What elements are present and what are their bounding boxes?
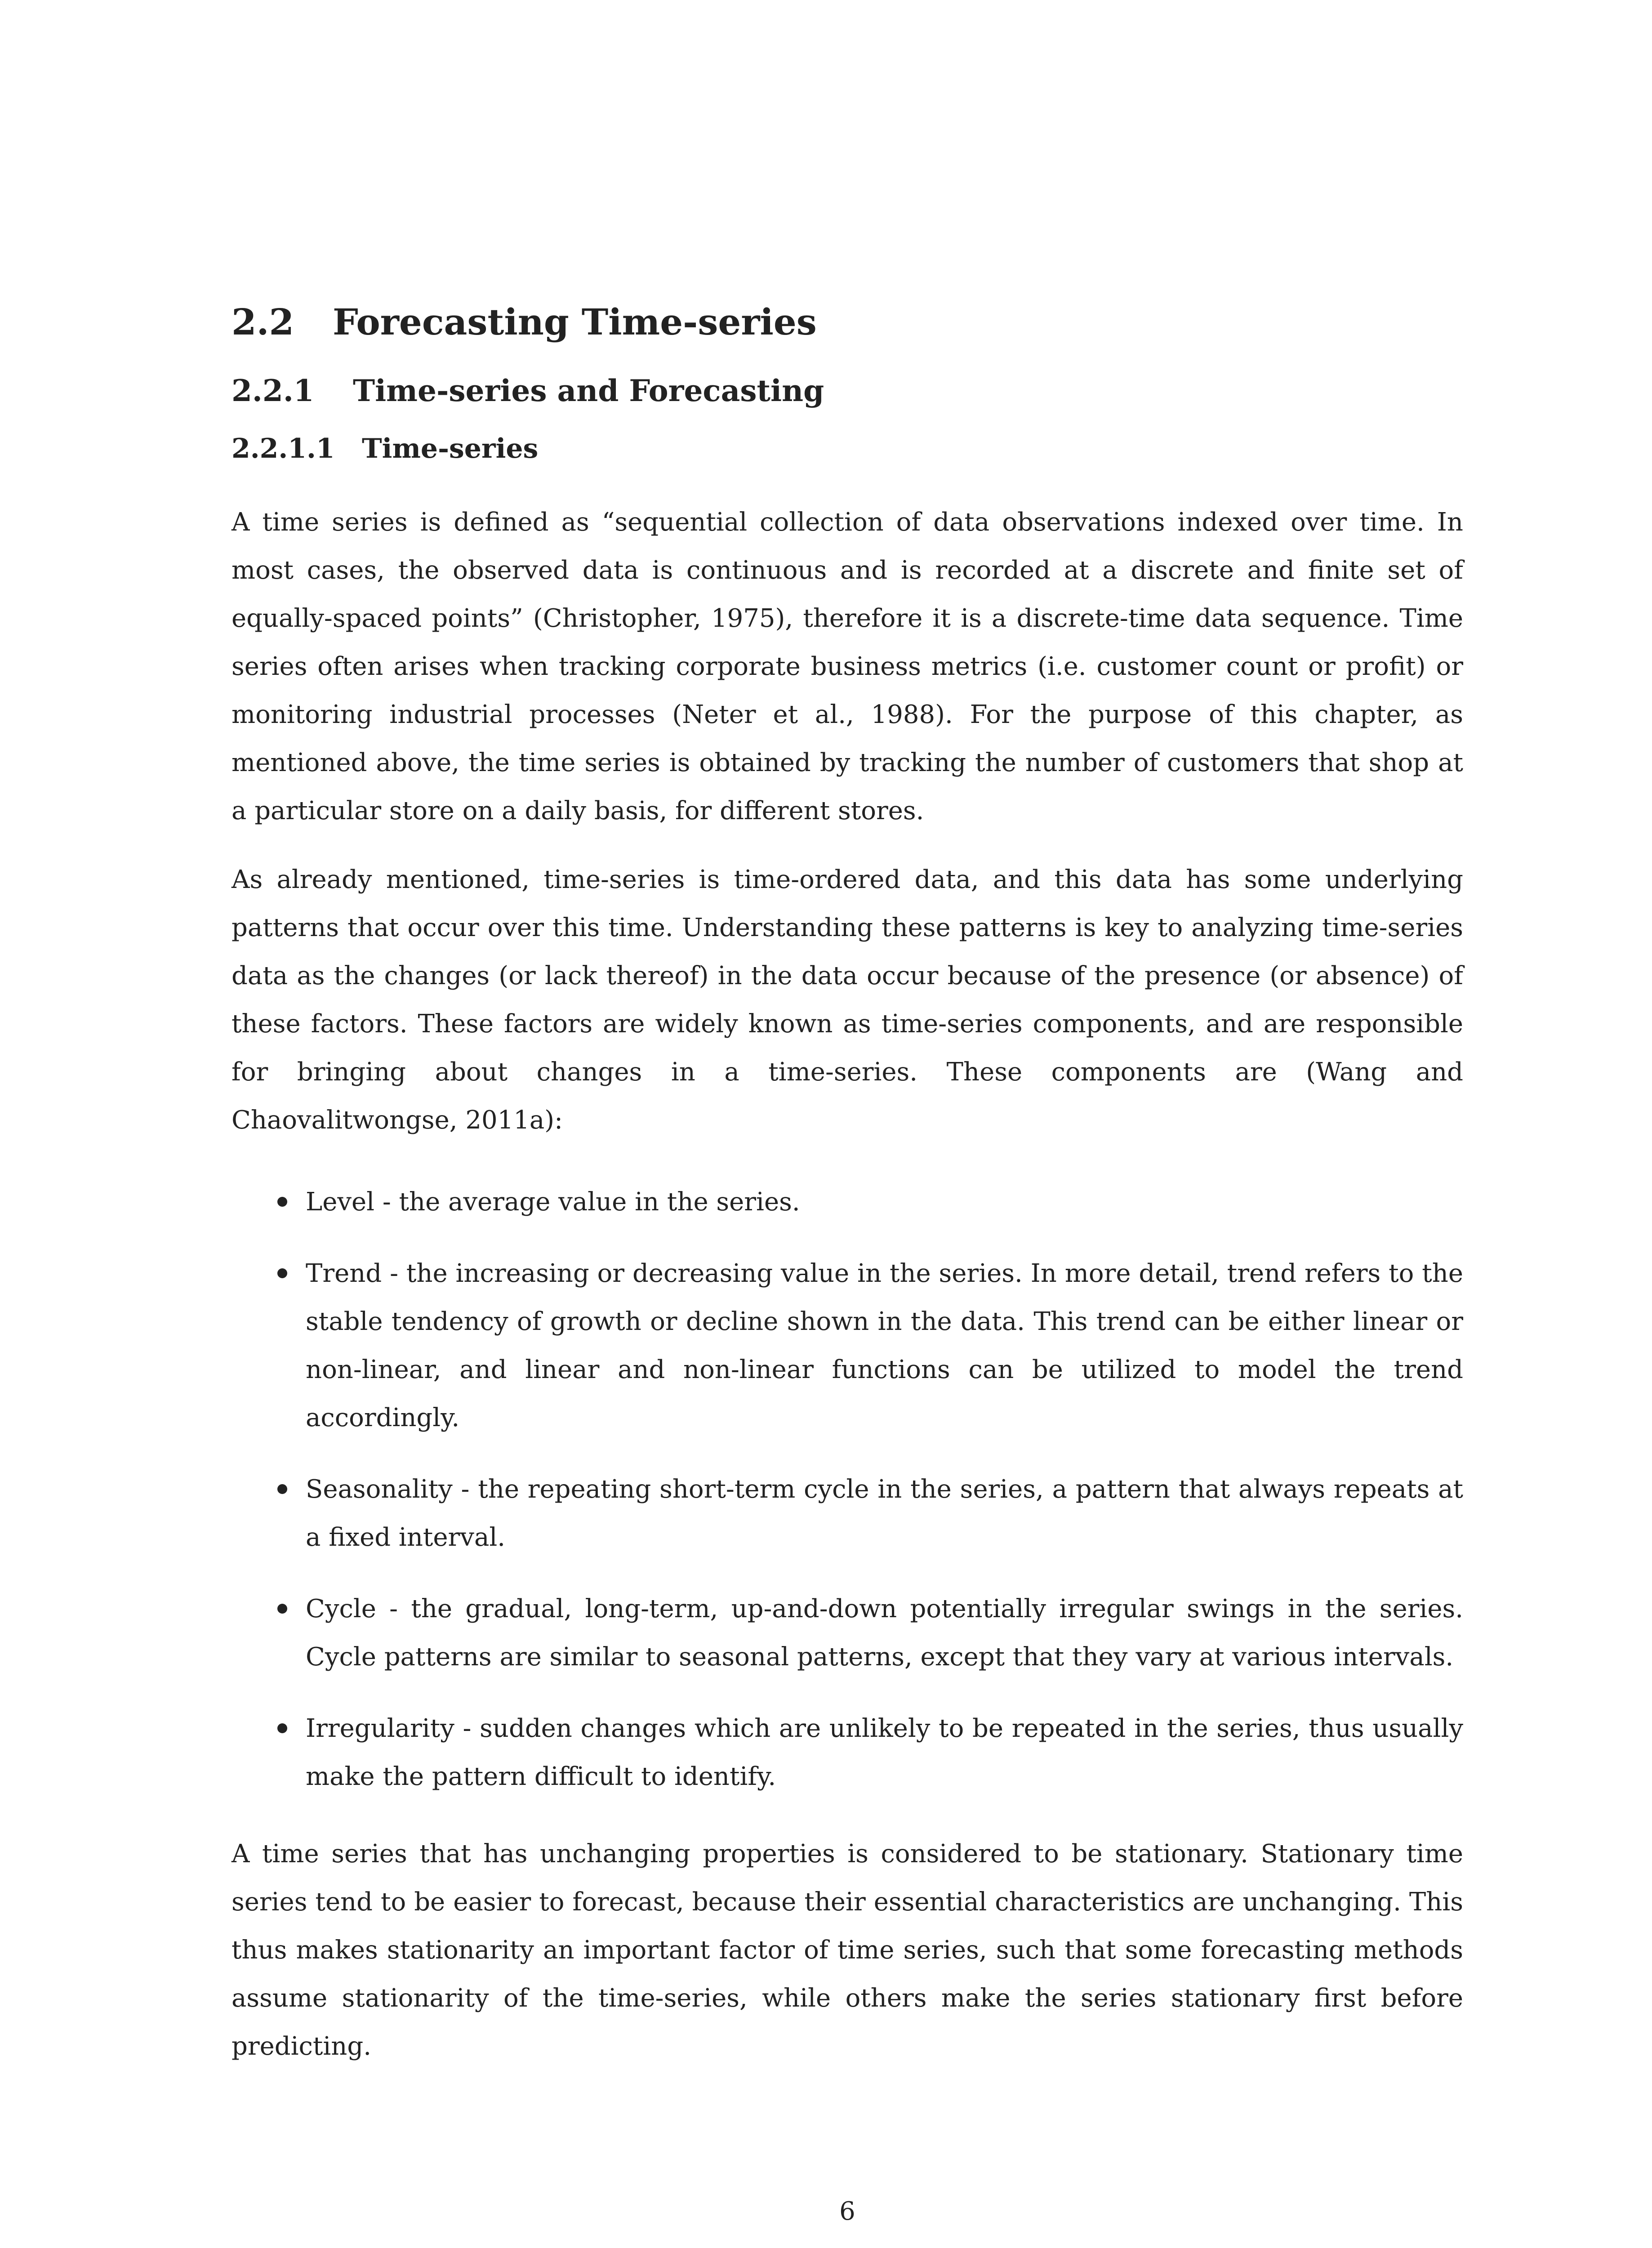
subsection-heading: [232, 373, 824, 409]
list-item-trend: [232, 1249, 1463, 1442]
list-item-text: Level - the average value in the series.: [306, 1187, 800, 1217]
list-item-text: Irregularity - sudden changes which are unlikely to be repeated in the series, thus usually make the pattern difficult to identify.: [306, 1714, 1463, 1791]
list-item-level: [232, 1178, 1463, 1226]
list-item-text: Trend - the increasing or decreasing value in the series. In more detail, trend refers to the stable tendency of growth or decline shown in the data. This trend can be either linear or non-linear, and linear and non-linear functions can be utilized to model the trend accordingly.: [306, 1259, 1463, 1432]
page-number: 6: [839, 2197, 855, 2226]
document-page: [232, 0, 1463, 2248]
list-item-seasonality: [232, 1465, 1463, 1561]
bullet-icon: [277, 1484, 287, 1494]
list-item-cycle: [232, 1585, 1463, 1681]
subsubsection-heading: [232, 433, 538, 465]
paragraph-stationarity: A time series that has unchanging properties is considered to be stationary. Stationary time series tend to be easier to forecast, because their essential characteristics are unchanging. This thus makes stationarity an important factor of time series, such that some forecasting methods assume stationarity of the time-series, while others make the series stationary first before predicting.: [232, 1839, 1463, 2061]
bullet-icon: [277, 1268, 287, 1278]
bullet-icon: [277, 1604, 287, 1614]
paragraph-definition: A time series is defined as “sequential collection of data observations indexed over time. In most cases, the observed data is continuous and is recorded at a discrete and finite set of equally-spaced points” (Christopher, 1975), therefore it is a discrete-time data sequence. Time series often arises when tracking corporate business metrics (i.e. customer count or profit) or monitoring industrial processes (Neter et al., 1988). For the purpose of this chapter, as mentioned above, the time series is obtained by tracking the number of customers that shop at a particular store on a daily basis, for different stores.: [232, 508, 1463, 825]
list-item-text: Cycle - the gradual, long-term, up-and-down potentially irregular swings in the series. Cycle patterns are similar to seasonal patterns, except that they vary at various intervals.: [306, 1594, 1463, 1672]
subsubsection-number: 2.2.1.1: [232, 433, 335, 464]
subsection-title: Time-series and Forecasting: [353, 373, 824, 408]
list-item-irregularity: [232, 1704, 1463, 1801]
section-title: Forecasting Time-series: [333, 301, 817, 343]
components-list: [232, 1178, 1463, 1824]
list-item-text: Seasonality - the repeating short-term cycle in the series, a pattern that always repeats at a fixed interval.: [306, 1475, 1463, 1552]
bullet-icon: [277, 1197, 287, 1207]
bullet-icon: [277, 1723, 287, 1733]
subsubsection-title: Time-series: [362, 433, 539, 464]
subsection-number: 2.2.1: [232, 373, 314, 408]
section-number: 2.2: [232, 301, 294, 343]
section-heading: [232, 300, 817, 343]
paragraph-components-intro: As already mentioned, time-series is time-ordered data, and this data has some underlying patterns that occur over this time. Understanding these patterns is key to analyzing time-series data as the changes (or lack thereof) in the data occur because of the presence (or absence) of these factors. These factors are widely known as time-series components, and are responsible for bringing about changes in a time-series. These components are (Wang and Chaovalitwongse, 2011a):: [232, 865, 1463, 1135]
